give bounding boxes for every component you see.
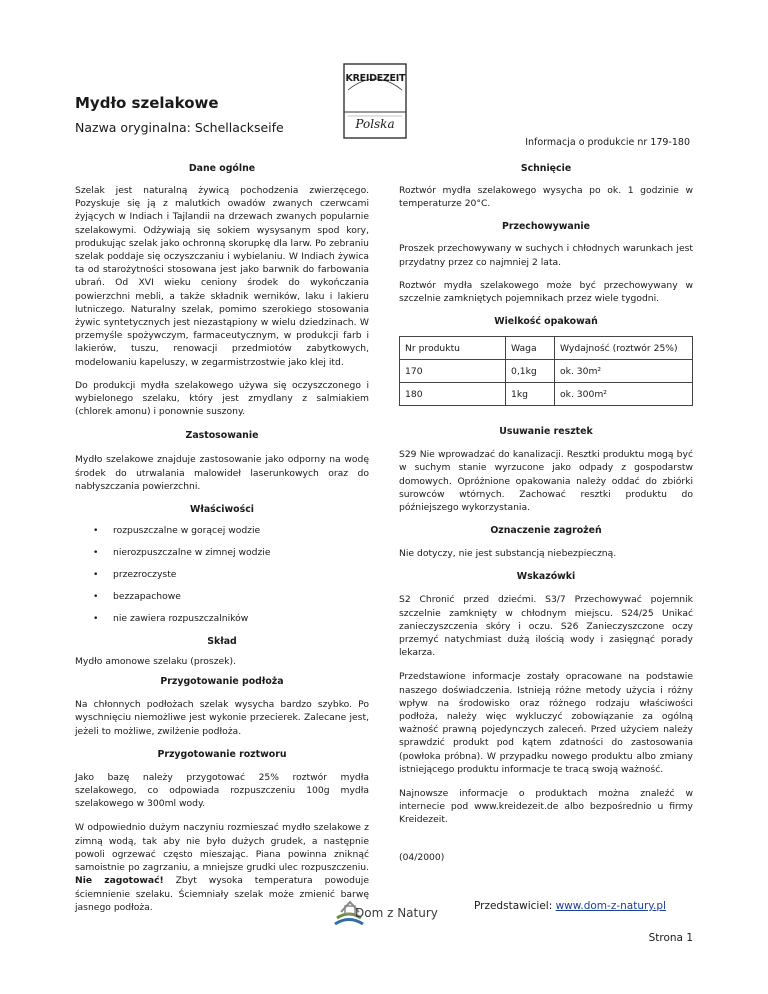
section-title-schniecie: Schnięcie xyxy=(520,163,572,174)
table-cell: ok. 300m² xyxy=(555,383,693,406)
table-cell: 0,1kg xyxy=(506,360,555,383)
roztwor-paragraph-2: W odpowiednio dużym naczyniu rozmieszać mydło szelakowe z zimną wodą, tak aby nie było dużych grudek, a następnie powoli ogrzewać często mieszając. Piana powinna zniknąć samoistnie po zagrzaniu, a mniejsze grudki ulec rozpuszczeniu. Nie zagotować! Zbyt wysoka temperatura powoduje ściemnienie szelaku. Ściemniały szelak może zmienić barwę jasnego podłoża. xyxy=(75,822,370,913)
wskazowki-paragraph-3: Najnowsze informacje o produktach można znaleźć w internecie pod www.kreidezeit.de albo bezpośrednio u firmy Kreidezeit. xyxy=(399,788,693,826)
representative-link[interactable]: www.dom-z-natury.pl xyxy=(555,900,666,912)
schniecie-paragraph: Roztwór mydła szelakowego wysycha po ok. 1 godzinie w temperaturze 20°C. xyxy=(399,185,693,210)
table-cell: 170 xyxy=(400,360,506,383)
kreidezeit-logo xyxy=(330,60,420,142)
bullet-icon: • xyxy=(93,569,99,581)
table-header-row xyxy=(400,337,693,360)
dane-paragraph-2: Do produkcji mydła szelakowego używa się oczyszczonego i wybielonego szelaku, który jest zmydlany z salmiakiem (chlorek amonu) i ponownie suszony. xyxy=(75,379,369,418)
section-title-dane: Dane ogólne xyxy=(188,163,256,174)
section-title-usuwanie: Usuwanie resztek xyxy=(499,426,593,438)
section-title-sklad: Skład xyxy=(207,636,237,648)
table-row xyxy=(400,383,693,406)
original-name: Nazwa oryginalna: Schellackseife xyxy=(75,120,284,135)
warning-bold: Nie zagotować! xyxy=(75,875,164,887)
logo-subtitle: Polska xyxy=(355,117,395,131)
logo-wordmark: KREIDEZEIT xyxy=(345,73,406,84)
bullet-icon: • xyxy=(93,547,99,559)
table-cell: ok. 30m² xyxy=(555,360,693,383)
properties-list xyxy=(75,525,369,624)
podloze-paragraph: Na chłonnych podłożach szelak wysycha bardzo szybko. Po wyschnięciu niemożliwe jest wykonie przecierek. Zalecane jest, jeżeli to możliwe, zwilżenie podłoża. xyxy=(75,699,369,737)
bullet-icon: • xyxy=(93,591,99,603)
roztwor-paragraph-1: Jako bazę należy przygotować 25% roztwór mydła szelakowego, co odpowiada rozpuszczeniu 100g mydła szelakowego w 300ml wody. xyxy=(75,771,369,810)
list-item: • przezroczyste xyxy=(75,569,369,580)
right-column xyxy=(399,163,693,864)
list-item: • nierozpuszczalne w zimnej wodzie xyxy=(75,547,369,558)
logo-name: Dom z Natury xyxy=(355,906,438,920)
usuwanie-paragraph: S29 Nie wprowadzać do kanalizacji. Resztki produktu mogą być w suchym stanie wyrzucone jako odpady z gospodarstw domowych. Opróżnione opakowania należy oddać do zbiórki surowców wtórnych. Zachować resztki produktu do późniejszego wykorzystania. xyxy=(399,449,693,514)
dane-paragraph-1: Szelak jest naturalną żywicą pochodzenia zwierzęcego. Pozyskuje się ją z malutkich owadów zwanych czerwcami żyjących w Indiach i Tajlandii na drzewach zwanych popularnie szelakowymi. Odżywiają się sokiem wysysanym spod kory, produkując szelak jako ochronną skorupkę dla larw. Po zebraniu szelak poddaje się oczyszczaniu i wybielaniu. W Indiach żywica ta od starożytności stosowana jest jako barwnik do farbowania ubrań. Od XVI wieku ceniony środek do wykończania powierzchni mebli, a także składnik werników, laku i lakieru lutniczego. Naturalny szelak, pomimo szerokiego stosowania żywic syntetycznych jest niezastąpiony w wielu dziedzinach. W przemyśle spożywczym, farmaceutycznym, w produkcji farb i lakierów, tuszu, renowacji przedmiotów zabytkowych, modelowaniu kapeluszy, w zegarmistrzostwie jako klej itd. xyxy=(75,185,369,368)
wskazowki-paragraph-2: Przedstawione informacje zostały opracowane na podstawie naszego doświadczenia. Istnieją różne metody użycia i różny wpływ na środowisko oraz różnego rodzaju właściwości podłoża, należy więc wykluczyć zobowiązanie za ogólną ważność prawną pojedynczych zaleceń. Przed użyciem należy sprawdzić produkt pod kątem zdatności do zastosowania (powłoka próbna). W przypadku nowego produktu albo zmiany istniejącego produktu informacje te tracą swoją ważność. xyxy=(399,671,693,775)
table-header-cell: Waga xyxy=(506,337,555,360)
zagrozenia-paragraph: Nie dotyczy, nie jest substancją niebezpieczną. xyxy=(399,548,617,560)
section-title-zagrozenia: Oznaczenie zagrożeń xyxy=(490,525,602,537)
section-title-zastosowanie: Zastosowanie xyxy=(185,430,259,442)
wskazowki-paragraph-1: S2 Chronić przed dziećmi. S3/7 Przechowywać pojemnik szczelnie zamknięty w chłodnym miejscu. S24/25 Unikać zanieczyszczenia skóry i oczu. S26 Zanieczyszczone oczy przemyć natychmiast dużą ilością wody i zasięgnąć porady lekarza. xyxy=(399,594,693,659)
przechowywanie-paragraph-2: Roztwór mydła szelakowego może być przechowywany w szczelnie zamkniętych pojemnikach przez wiele tygodni. xyxy=(399,279,693,305)
section-title-opakowania: Wielkość opakowań xyxy=(494,316,598,328)
revision-date: (04/2000) xyxy=(399,851,445,863)
product-info-number: Informacja o produkcie nr 179-180 xyxy=(525,137,690,148)
list-item: • rozpuszczalne w gorącej wodzie xyxy=(75,525,369,536)
table-row xyxy=(400,360,693,383)
table-header-cell: Wydajność (roztwór 25%) xyxy=(555,337,693,360)
list-item: • bezzapachowe xyxy=(75,591,369,602)
dom-z-natury-logo xyxy=(333,884,443,932)
section-title-roztwor: Przygotowanie roztworu xyxy=(157,748,287,760)
sklad-paragraph: Mydło amonowe szelaku (proszek). xyxy=(75,656,237,668)
section-title-wskazowki: Wskazówki xyxy=(516,571,576,583)
zastosowanie-paragraph: Mydło szelakowe znajduje zastosowanie jako odporny na wodę środek do utrwalania malowideł laserunkowych oraz do nabłyszczania powierzchni. xyxy=(75,454,369,492)
table-cell: 180 xyxy=(400,383,506,406)
section-title-wlasciwosci: Właściwości xyxy=(190,504,254,516)
page-number: Strona 1 xyxy=(648,932,693,944)
table-cell: 1kg xyxy=(506,383,555,406)
table-header-cell: Nr produktu xyxy=(400,337,506,360)
bullet-icon: • xyxy=(93,613,99,625)
section-title-podloze: Przygotowanie podłoża xyxy=(160,676,284,688)
list-item: • nie zawiera rozpuszczalników xyxy=(75,613,369,624)
przechowywanie-paragraph-1: Proszek przechowywany w suchych i chłodnych warunkach jest przydatny przez co najmniej 2 lata. xyxy=(399,243,693,268)
representative-label: Przedstawiciel: xyxy=(474,900,556,912)
document-title: Mydło szelakowe xyxy=(75,94,219,112)
packaging-table xyxy=(399,336,693,406)
left-column xyxy=(75,163,369,914)
representative-line xyxy=(474,900,666,912)
bullet-icon: • xyxy=(93,525,99,537)
section-title-przechowywanie: Przechowywanie xyxy=(502,221,590,233)
